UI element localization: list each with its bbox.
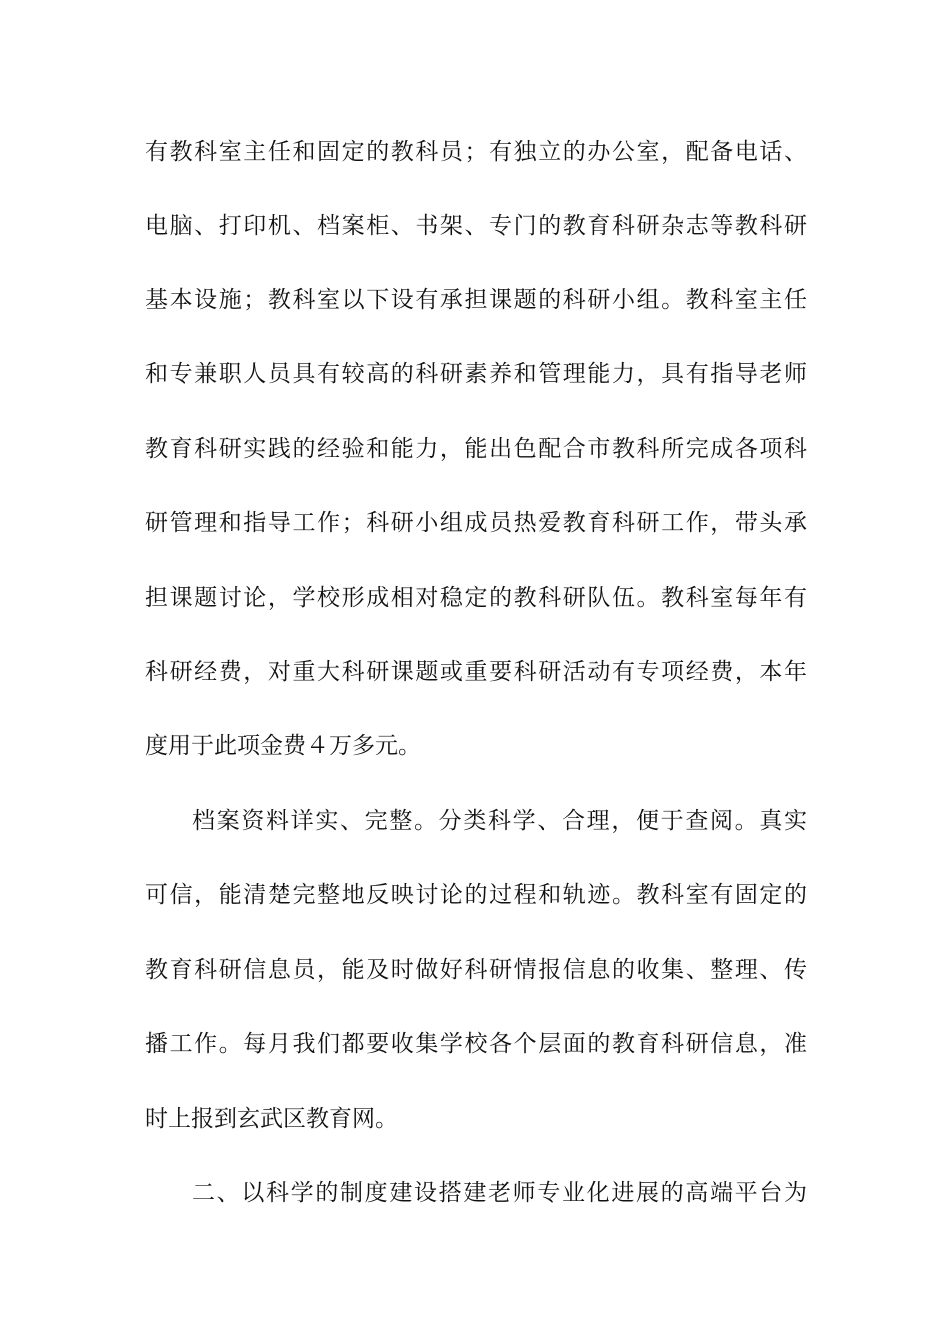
text-line: 档案资料详实、完整。分类科学、合理，便于查阅。真实 — [192, 808, 807, 834]
text-line: 时上报到玄武区教育网。 — [145, 1106, 398, 1132]
text-line: 电脑、打印机、档案柜、书架、专门的教育科研杂志等教科研 — [145, 213, 807, 239]
text-line: 度用于此项金费４万多元。 — [145, 733, 421, 759]
text-line: 可信，能清楚完整地反映讨论的过程和轨迹。教科室有固定的 — [145, 882, 807, 908]
text-line: 教育科研信息员，能及时做好科研情报信息的收集、整理、传 — [145, 957, 807, 983]
text-line: 播工作。每月我们都要收集学校各个层面的教育科研信息，准 — [145, 1031, 807, 1057]
text-line: 担课题讨论，学校形成相对稳定的教科研队伍。教科室每年有 — [145, 585, 807, 611]
text-line: 和专兼职人员具有较高的科研素养和管理能力，具有指导老师 — [145, 361, 807, 387]
text-line: 基本设施；教科室以下设有承担课题的科研小组。教科室主任 — [145, 287, 807, 313]
text-line: 教育科研实践的经验和能力，能出色配合市教科所完成各项科 — [145, 436, 807, 462]
text-line: 有教科室主任和固定的教科员；有独立的办公室，配备电话、 — [145, 139, 807, 165]
text-line: 研管理和指导工作；科研小组成员热爱教育科研工作，带头承 — [145, 510, 807, 536]
text-line: 二、以科学的制度建设搭建老师专业化进展的高端平台为 — [192, 1180, 807, 1206]
text-line: 科研经费，对重大科研课题或重要科研活动有专项经费，本年 — [145, 659, 807, 685]
